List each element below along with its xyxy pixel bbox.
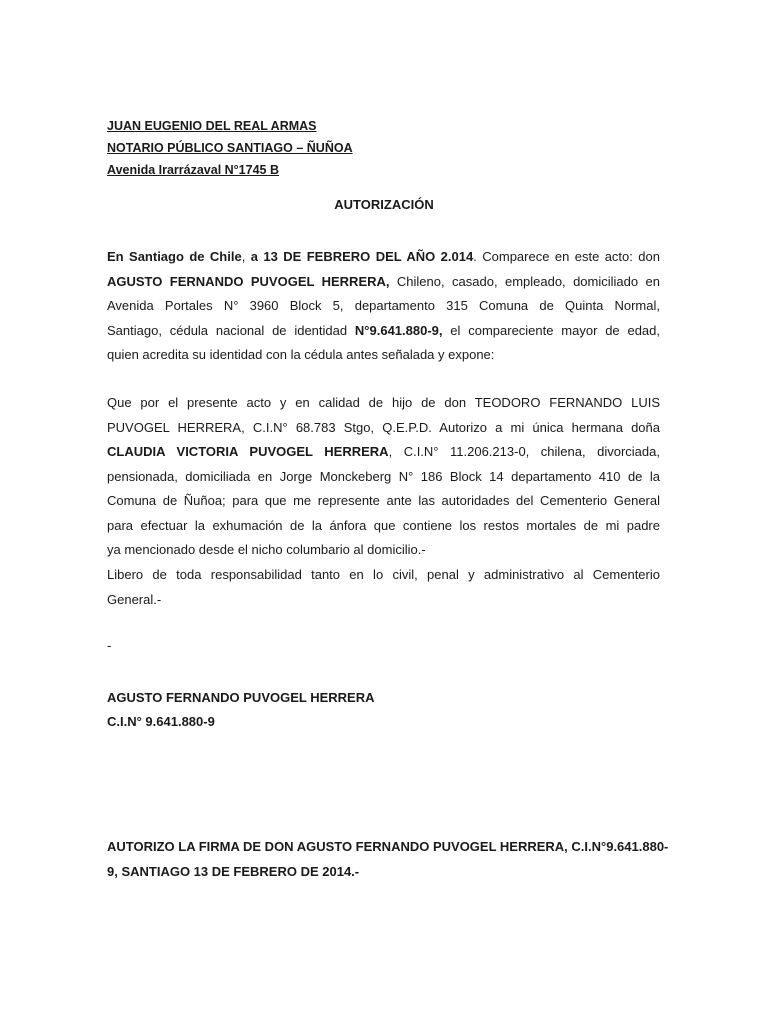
paragraph-line: para efectuar la exhumación de la ánfora que contiene los restos mortales de mi padre: [107, 517, 660, 533]
notary-name: JUAN EUGENIO DEL REAL ARMAS: [107, 119, 317, 133]
paragraph-line: Que por el presente acto y en calidad de hijo de don TEODORO FERNANDO LUIS: [107, 395, 660, 410]
signature-block: [107, 686, 375, 734]
paragraph-line: quien acredita su identidad con la cédula antes señalada y expone:: [107, 347, 495, 362]
paragraph-line: Santiago, cédula nacional de identidad N°9.641.880-9, el compareciente mayor de edad,: [107, 322, 660, 338]
paragraph-line: ya mencionado desde el nicho columbario al domicilio.-: [107, 542, 426, 557]
paragraph-line: General.-: [107, 591, 162, 607]
signature-authorization: [107, 834, 669, 884]
notary-office: NOTARIO PÚBLICO SANTIAGO – ÑUÑOA: [107, 141, 353, 155]
paragraph-release: [107, 563, 660, 612]
paragraph-line: Avenida Portales N° 3960 Block 5, departamento 315 Comuna de Quinta Normal,: [107, 298, 660, 313]
paragraph-line: 9, SANTIAGO 13 DE FEBRERO DE 2014.-: [107, 864, 360, 879]
paragraph-line: AUTORIZO LA FIRMA DE DON AGUSTO FERNANDO PUVOGEL HERRERA, C.I.N°9.641.880-: [107, 839, 669, 854]
paragraph-appearance: [107, 245, 660, 368]
paragraph-line: AGUSTO FERNANDO PUVOGEL HERRERA, Chileno, casado, empleado, domiciliado en: [107, 273, 660, 289]
paragraph-line: pensionada, domiciliada en Jorge Monckeberg N° 186 Block 14 departamento 410 de la: [107, 468, 660, 484]
signer-id: C.I.N° 9.641.880-9: [107, 714, 215, 729]
paragraph-line: Comuna de Ñuñoa; para que me represente ante las autoridades del Cementerio General: [107, 493, 660, 508]
paragraph-authorization: [107, 391, 660, 563]
paragraph-line: PUVOGEL HERRERA, C.I.N° 68.783 Stgo, Q.E.P.D. Autorizo a mi única hermana doña: [107, 419, 660, 435]
signer-name: AGUSTO FERNANDO PUVOGEL HERRERA: [107, 690, 375, 705]
paragraph-line: CLAUDIA VICTORIA PUVOGEL HERRERA, C.I.N° 11.206.213-0, chilena, divorciada,: [107, 444, 660, 459]
separator-dash: -: [107, 638, 112, 653]
document-title: AUTORIZACIÓN: [334, 197, 434, 212]
notary-header: [107, 115, 353, 181]
paragraph-line: En Santiago de Chile, a 13 DE FEBRERO DEL AÑO 2.014. Comparece en este acto: don: [107, 249, 660, 264]
notary-address: Avenida Irarrázaval N°1745 B: [107, 163, 279, 177]
paragraph-line: Libero de toda responsabilidad tanto en lo civil, penal y administrativo al Cementerio: [107, 567, 660, 582]
